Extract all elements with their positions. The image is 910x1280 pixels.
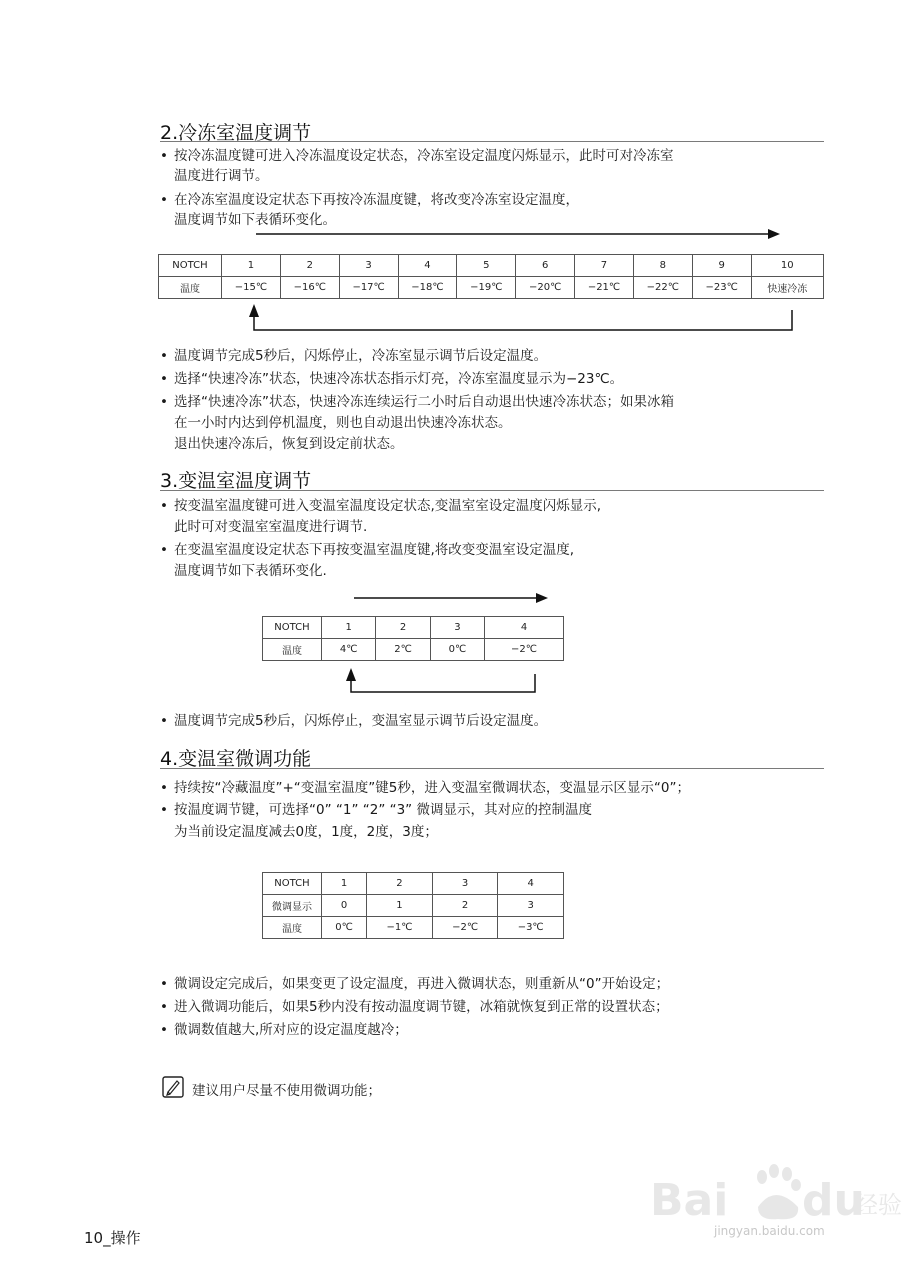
table-row: NOTCH 1 2 3 4 5 6 7 8 9 10 xyxy=(159,255,824,277)
fine-tune-table xyxy=(262,872,564,939)
list-item: • 进入微调功能后，如果5秒内没有按动温度调节键，冰箱就恢复到正常的设置状态； xyxy=(160,999,669,1015)
baidu-watermark-logo xyxy=(650,1155,902,1255)
section-title-fine-tune: 4.变温室微调功能 xyxy=(160,748,312,770)
svg-text:经验: 经验 xyxy=(854,1191,902,1219)
list-item-continued: 温度进行调节。 xyxy=(174,168,269,184)
table-row: NOTCH 1 2 3 4 xyxy=(263,617,564,639)
table-row: 温度 −15℃ −16℃ −17℃ −18℃ −19℃ −20℃ −21℃ −22℃ −23℃ 快速冷冻 xyxy=(159,277,824,299)
note-text: 建议用户尽量不使用微调功能； xyxy=(192,1083,381,1099)
list-item: • 按冷冻温度键可进入冷冻温度设定状态，冷冻室设定温度闪烁显示，此时可对冷冻室 xyxy=(160,148,674,164)
section-divider xyxy=(160,768,824,769)
list-item: • 温度调节完成5秒后，闪烁停止，冷冻室显示调节后设定温度。 xyxy=(160,348,548,364)
section-title-variable-room: 3.变温室温度调节 xyxy=(160,470,312,492)
list-item-continued: 退出快速冷冻后，恢复到设定前状态。 xyxy=(174,436,404,452)
note-pencil-icon xyxy=(162,1076,184,1098)
list-item: • 按变温室温度键可进入变温室温度设定状态,变温室室设定温度闪烁显示, xyxy=(160,498,602,514)
list-item: • 选择“快速冷冻”状态，快速冷冻状态指示灯亮，冷冻室温度显示为−23℃。 xyxy=(160,371,624,387)
list-item-continued: 温度调节如下表循环变化. xyxy=(174,563,327,579)
list-item: • 持续按“冷藏温度”+“变温室温度”键5秒，进入变温室微调状态，变温显示区显示“0”； xyxy=(160,780,690,796)
list-item-continued: 在一小时内达到停机温度，则也自动退出快速冷冻状态。 xyxy=(174,415,512,431)
list-item: • 微调数值越大,所对应的设定温度越冷； xyxy=(160,1022,408,1038)
page-footer: 10_操作 xyxy=(84,1229,141,1247)
list-item: • 温度调节完成5秒后，闪烁停止，变温室显示调节后设定温度。 xyxy=(160,713,548,729)
svg-text:Bai: Bai xyxy=(650,1175,729,1226)
watermark-url: jingyan.baidu.com xyxy=(714,1224,825,1238)
list-item: • 在冷冻室温度设定状态下再按冷冻温度键，将改变冷冻室设定温度， xyxy=(160,192,579,208)
table-row: 微调显示 0 1 2 3 xyxy=(263,895,564,917)
list-item-continued: 为当前设定温度减去0度，1度，2度，3度； xyxy=(174,824,438,840)
list-item: • 在变温室温度设定状态下再按变温室温度键,将改变变温室设定温度, xyxy=(160,542,575,558)
list-item: • 按温度调节键，可选择“0” “1” “2” “3” 微调显示，其对应的控制温度 xyxy=(160,802,592,818)
table-row: 温度 4℃ 2℃ 0℃ −2℃ xyxy=(263,639,564,661)
table-row: 温度 0℃ −1℃ −2℃ −3℃ xyxy=(263,917,564,939)
list-item: • 选择“快速冷冻”状态，快速冷冻连续运行二小时后自动退出快速冷冻状态；如果冰箱 xyxy=(160,394,674,410)
section-title-freezer: 2.冷冻室温度调节 xyxy=(160,122,312,144)
variable-room-notch-table xyxy=(262,616,564,661)
list-item-continued: 温度调节如下表循环变化。 xyxy=(174,212,336,228)
list-item: • 微调设定完成后，如果变更了设定温度，再进入微调状态，则重新从“0”开始设定； xyxy=(160,976,670,992)
table-row: NOTCH 1 2 3 4 xyxy=(263,873,564,895)
list-item-continued: 此时可对变温室室温度进行调节. xyxy=(174,519,368,535)
svg-text:du: du xyxy=(802,1175,865,1226)
